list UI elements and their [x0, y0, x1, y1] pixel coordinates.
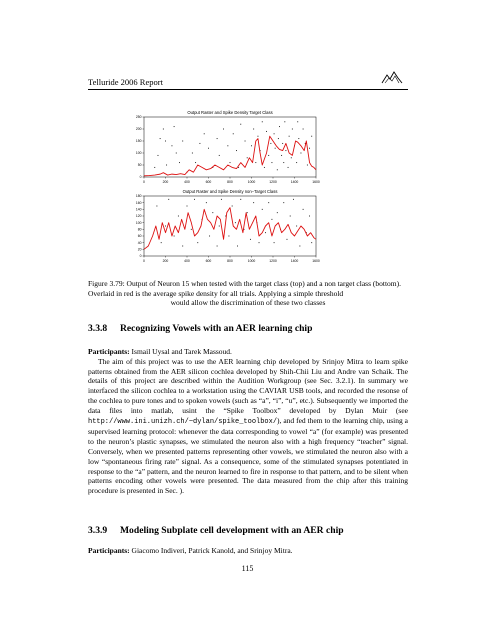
raster-spike: [172, 145, 173, 146]
raster-spike: [204, 133, 205, 134]
raster-spike: [268, 202, 269, 203]
chart-target-class: [130, 107, 330, 189]
x-tick-label: 1600: [312, 259, 320, 263]
y-tick-label: 40: [137, 240, 142, 245]
y-tick-label: 160: [135, 200, 142, 205]
participants-names: Ismail Uysal and Tarek Massoud.: [129, 347, 232, 356]
y-tick-label: 80: [137, 227, 142, 232]
raster-spike: [219, 155, 220, 156]
raster-spike: [279, 126, 280, 127]
y-tick-label: 250: [135, 115, 142, 120]
y-tick-label: 120: [135, 214, 142, 219]
spike-density-line: [144, 136, 316, 176]
section-body-subplate: [88, 546, 408, 556]
raster-spike: [195, 162, 196, 163]
raster-spike: [271, 162, 272, 163]
raster-spike: [293, 199, 294, 200]
raster-spike: [191, 229, 192, 230]
page-number: 115: [241, 564, 254, 573]
raster-spike: [174, 126, 175, 127]
y-tick-label: 100: [135, 151, 142, 156]
raster-spike: [197, 242, 198, 243]
raster-spike: [237, 246, 238, 247]
raster-spike: [217, 138, 218, 139]
x-tick-label: 1200: [269, 259, 277, 263]
raster-spike: [240, 124, 241, 125]
paragraph-start: The aim of this project was to use the AER learning chip developed by Srinjoy Mitra to learn spike patterns obtained from the AER silicon cochlea developed by Shih-Chii Liu and Andre van Schaik. The details of this project are described within the Audition Workgroup (see Sec. 3.2.1). In summary we interfaced the silicon cochlea to a workstation using the CAVIAR USB tools, and recorded the resonse of the cochlea to pure tones and to spoken vowels (such as “a”, “i”, “u”, etc.). Subsequently we imported the data files into matlab, usint the “Spike Toolbox” developed by Dylan Muir (see: [88, 356, 408, 415]
raster-spike: [221, 199, 222, 200]
raster-spike: [179, 162, 180, 163]
x-tick-label: 1600: [312, 180, 320, 184]
raster-spike: [208, 148, 209, 149]
raster-spike: [158, 155, 159, 156]
x-tick-label: 600: [205, 259, 212, 263]
y-tick-label: 0: [139, 175, 142, 180]
raster-spike: [268, 155, 269, 156]
chart-title: Output Raster and Spike Density non−Target Class: [182, 189, 278, 194]
x-tick-label: 0: [143, 180, 145, 184]
raster-spike: [287, 239, 288, 240]
y-tick-label: 20: [137, 247, 142, 252]
raster-spike: [258, 136, 259, 137]
raster-spike: [255, 162, 256, 163]
raster-spike: [283, 162, 284, 163]
raster-spike: [309, 216, 310, 217]
y-tick-label: 200: [135, 127, 142, 132]
x-tick-label: 1200: [269, 180, 277, 184]
raster-spike: [174, 236, 175, 237]
raster-spike: [283, 202, 284, 203]
raster-spike: [247, 212, 248, 213]
raster-spike: [236, 150, 237, 151]
raster-spike: [296, 226, 297, 227]
raster-spike: [238, 167, 239, 168]
y-tick-label: 150: [135, 139, 142, 144]
x-tick-label: 200: [162, 180, 169, 184]
raster-spike: [282, 143, 283, 144]
x-tick-label: 800: [227, 259, 233, 263]
raster-spike: [311, 242, 312, 243]
y-tick-label: 0: [139, 254, 142, 259]
x-tick-label: 0: [143, 259, 145, 263]
raster-spike: [299, 246, 300, 247]
section-number: 3.3.9: [88, 525, 108, 536]
raster-spike: [298, 138, 299, 139]
raster-spike: [264, 167, 265, 168]
raster-spike: [311, 136, 312, 137]
raster-spike: [247, 157, 248, 158]
caption-main: Figure 3.79: Output of Neuron 15 when tested with the target class (top) and a non target class (bottom). Overlaid in red is the average spike density for all trials. Applying a simple threshold: [88, 279, 401, 298]
raster-spike: [163, 129, 164, 130]
raster-spike: [284, 121, 285, 122]
raster-spike: [232, 206, 233, 207]
raster-spike: [253, 202, 254, 203]
raster-spike: [309, 148, 310, 149]
y-tick-label: 180: [135, 194, 142, 199]
raster-spike: [245, 141, 246, 142]
raster-spike: [233, 133, 234, 134]
raster-spike: [290, 216, 291, 217]
raster-spike: [161, 242, 162, 243]
raster-spike: [278, 138, 279, 139]
running-header: Telluride 2006 Report: [88, 77, 163, 87]
raster-spike: [166, 165, 167, 166]
raster-spike: [270, 143, 271, 144]
paragraph-end: ), and fed them to the learning chip, using a supervised learning protocol: whenever the data corresponding to vowel “a” (for example) was presented to the neuron’s plastic synapses, we stimulated the neuron also with a high frequency “teacher” signal. Conversely, when we presented patterns representing other vowels, we stimulated the neuron also with a low “spontaneous firing rate” signal. As a consequence, some of the stimulated synapses potentiated in response to the “a” pattern, and the neuron learned to fire in response to that pattern, and to be silent when patterns encoding other vowels were presented. The data measured from the chip after this training procedure is presented in Sec. ).: [88, 415, 408, 496]
raster-spike: [154, 167, 155, 168]
x-tick-label: 1000: [247, 259, 256, 263]
raster-spike: [275, 148, 276, 149]
section-heading-subplate: [88, 525, 344, 536]
raster-spike: [192, 153, 193, 154]
raster-spike: [297, 121, 298, 122]
raster-spike: [274, 133, 275, 134]
raster-spike: [250, 239, 251, 240]
caption-indented: would allow the discrimination of these two classes: [170, 298, 326, 308]
raster-spike: [289, 136, 290, 137]
raster-spike: [187, 206, 188, 207]
plot-frame: [144, 117, 316, 177]
section-number: 3.3.8: [88, 323, 108, 334]
x-tick-label: 1400: [290, 259, 299, 263]
section-title: Modeling Subplate cell development with an AER chip: [120, 525, 344, 536]
raster-spike: [230, 162, 231, 163]
raster-spike: [165, 226, 166, 227]
raster-spike: [281, 155, 282, 156]
raster-spike: [228, 236, 229, 237]
participants-label: Participants:: [88, 347, 130, 356]
raster-spike: [178, 216, 179, 217]
section-heading-vowels: [88, 323, 312, 334]
raster-spike: [274, 242, 275, 243]
raster-spike: [182, 141, 183, 142]
x-tick-label: 400: [184, 259, 190, 263]
x-tick-label: 400: [184, 180, 190, 184]
y-tick-label: 50: [137, 163, 142, 168]
section-title: Recognizing Vowels with an AER learning chip: [120, 323, 313, 334]
raster-spike: [253, 129, 254, 130]
x-tick-label: 1000: [247, 180, 256, 184]
raster-spike: [301, 153, 302, 154]
x-tick-label: 600: [205, 180, 212, 184]
raster-spike: [277, 212, 278, 213]
raster-spike: [277, 169, 278, 170]
x-tick-label: 1400: [290, 180, 299, 184]
raster-spike: [227, 145, 228, 146]
chart-non-target-class: [130, 186, 330, 268]
participants-names: Giacomo Indiveri, Patrick Kanold, and Srinjoy Mitra.: [129, 546, 293, 555]
figure-caption: [88, 279, 408, 308]
y-tick-label: 100: [135, 220, 142, 225]
raster-spike: [303, 129, 304, 130]
raster-spike: [223, 129, 224, 130]
raster-spike: [168, 199, 169, 200]
toolbox-url-link[interactable]: http://www.ini.unizh.ch/~dylan/spike_toolbox/: [88, 417, 278, 426]
raster-spike: [291, 157, 292, 158]
x-tick-label: 800: [227, 180, 233, 184]
raster-spike: [271, 219, 272, 220]
raster-spike: [176, 153, 177, 154]
section-body-vowels: [88, 347, 408, 496]
x-tick-label: 200: [162, 259, 169, 263]
chart-title: Output Raster and Spike Density Target Class: [187, 110, 273, 115]
raster-spike: [194, 199, 195, 200]
raster-spike: [217, 246, 218, 247]
raster-spike: [240, 199, 241, 200]
raster-spike: [265, 232, 266, 233]
raster-spike: [266, 131, 267, 132]
raster-spike: [288, 167, 289, 168]
y-tick-label: 140: [135, 207, 142, 212]
raster-spike: [296, 162, 297, 163]
raster-spike: [285, 150, 286, 151]
spike-density-line: [144, 208, 316, 250]
participants-label: Participants:: [88, 546, 130, 555]
mountain-logo-icon: [381, 70, 403, 84]
raster-spike: [212, 212, 213, 213]
raster-spike: [307, 165, 308, 166]
raster-spike: [209, 236, 210, 237]
raster-spike: [303, 209, 304, 210]
raster-spike: [235, 222, 236, 223]
raster-spike: [262, 121, 263, 122]
raster-spike: [165, 141, 166, 142]
raster-spike: [182, 246, 183, 247]
raster-spike: [259, 242, 260, 243]
raster-spike: [199, 143, 200, 144]
raster-spike: [160, 138, 161, 139]
header-rule: [88, 89, 408, 90]
y-tick-label: 60: [137, 234, 142, 239]
raster-spike: [219, 226, 220, 227]
raster-spike: [292, 129, 293, 130]
raster-spike: [262, 209, 263, 210]
raster-spike: [251, 145, 252, 146]
raster-spike: [156, 206, 157, 207]
raster-spike: [206, 202, 207, 203]
